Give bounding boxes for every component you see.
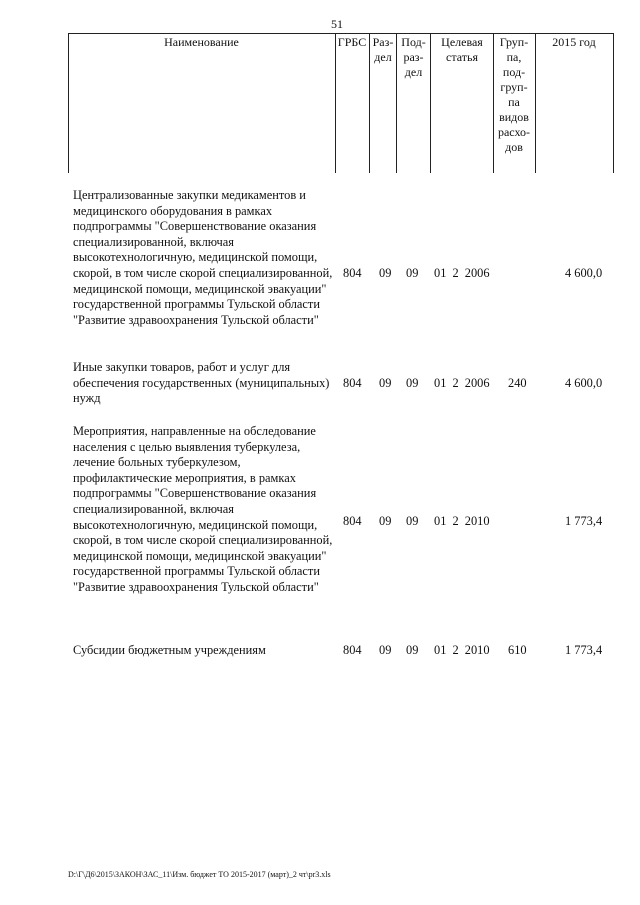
row-name: Мероприятия, направленные на обследование населения с целью выявления туберкулеза, лечение больных туберкулезом, профилактические мероприятия, в рамках подпрограммы "Совершенствование оказания специализированной, включая высокотехнологичную, медицинской помощи, скорой, в том числе скорой специализированной, медицинской помощи, медицинской эвакуации" государственной программы Тульской области "Развитие здравоохранения Тульской области" bbox=[73, 424, 333, 594]
header-name: Наименование bbox=[164, 35, 239, 49]
header-year: 2015 год bbox=[552, 35, 596, 49]
row-group: 610 bbox=[508, 643, 527, 657]
row-razdel: 09 bbox=[379, 266, 392, 280]
row-name: Субсидии бюджетным учреждениям bbox=[73, 643, 266, 657]
row-razdel: 09 bbox=[379, 376, 392, 390]
row-target: 01 2 2010 bbox=[434, 514, 490, 528]
row-amount: 4 600,0 bbox=[565, 266, 603, 280]
header-razdel: Раз- дел bbox=[372, 35, 394, 64]
row-amount: 1 773,4 bbox=[565, 514, 603, 528]
row-podrazdel: 09 bbox=[406, 266, 419, 280]
header-podrazdel: Под- раз- дел bbox=[401, 35, 426, 79]
row-podrazdel: 09 bbox=[406, 643, 419, 657]
file-path-footer: D:\Г\Д6\2015\ЗАКОН\ЗАС_11\Изм. бюджет ТО 2015-2017 (март)_2 чт\pr3.xls bbox=[68, 870, 331, 879]
row-grbs: 804 bbox=[343, 376, 362, 390]
row-podrazdel: 09 bbox=[406, 376, 419, 390]
row-group: 240 bbox=[508, 376, 527, 390]
header-group: Груп- па, под- груп- па видов расхо- дов bbox=[497, 35, 531, 154]
header-grbs: ГРБС bbox=[337, 35, 367, 49]
row-grbs: 804 bbox=[343, 643, 362, 657]
row-podrazdel: 09 bbox=[406, 514, 419, 528]
row-amount: 1 773,4 bbox=[565, 643, 603, 657]
page-number: 51 bbox=[331, 17, 343, 31]
row-target: 01 2 2006 bbox=[434, 266, 490, 280]
table-header bbox=[68, 33, 613, 173]
row-name: Централизованные закупки медикаментов и медицинского оборудования в рамках подпрограммы "Совершенствование оказания специализированной, включая высокотехнологичную, медицинской помощи, скорой, в том числе скорой специализированной, медицинской помощи, медицинской эвакуации" государственной программы Тульской области "Развитие здравоохранения Тульской области" bbox=[73, 188, 333, 327]
row-name: Иные закупки товаров, работ и услуг для обеспечения государственных (муниципальных) нужд bbox=[73, 360, 330, 406]
row-razdel: 09 bbox=[379, 514, 392, 528]
row-amount: 4 600,0 bbox=[565, 376, 603, 390]
row-target: 01 2 2006 bbox=[434, 376, 490, 390]
row-grbs: 804 bbox=[343, 266, 362, 280]
row-grbs: 804 bbox=[343, 514, 362, 528]
row-target: 01 2 2010 bbox=[434, 643, 490, 657]
header-target: Целевая статья bbox=[441, 35, 483, 64]
row-razdel: 09 bbox=[379, 643, 392, 657]
